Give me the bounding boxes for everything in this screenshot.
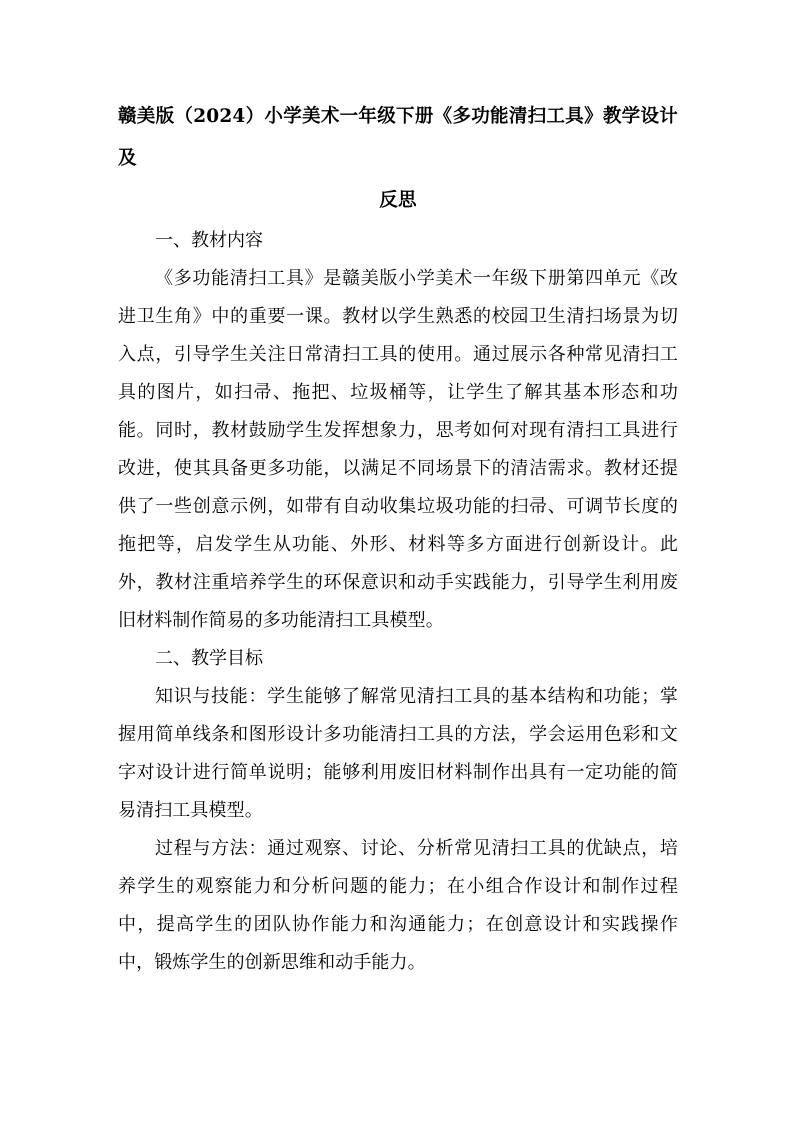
document-title-line-1: 赣美版（2024）小学美术一年级下册《多功能清扫工具》教学设计及 <box>118 106 678 169</box>
document-title-line-2: 反思 <box>379 190 417 211</box>
body-paragraph: 过程与方法：通过观察、讨论、分析常见清扫工具的优缺点，培养学生的观察能力和分析问题的能力；在小组合作设计和制作过程中，提高学生的团队协作能力和沟通能力；在创意设计和实践操作中，锻炼学生的创新思维和动手能力。 <box>118 838 678 973</box>
section-heading: 二、教学目标 <box>155 648 263 669</box>
document-page <box>118 96 678 982</box>
section-teaching-goals <box>118 640 678 982</box>
body-paragraph: 知识与技能：学生能够了解常见清扫工具的基本结构和功能；掌握用简单线条和图形设计多功能清扫工具的方法，学会运用色彩和文字对设计进行简单说明；能够利用废旧材料制作出具有一定功能的简易清扫工具模型。 <box>118 686 678 821</box>
document-title <box>118 96 678 222</box>
body-paragraph: 《多功能清扫工具》是赣美版小学美术一年级下册第四单元《改进卫生角》中的重要一课。教材以学生熟悉的校园卫生清扫场景为切入点，引导学生关注日常清扫工具的使用。通过展示各种常见清扫工具的图片，如扫帚、拖把、垃圾桶等，让学生了解其基本形态和功能。同时，教材鼓励学生发挥想象力，思考如何对现有清扫工具进行改进，使其具备更多功能，以满足不同场景下的清洁需求。教材还提供了一些创意示例，如带有自动收集垃圾功能的扫帚、可调节长度的拖把等，启发学生从功能、外形、材料等多方面进行创新设计。此外，教材注重培养学生的环保意识和动手实践能力，引导学生利用废旧材料制作简易的多功能清扫工具模型。 <box>118 268 678 631</box>
section-heading: 一、教材内容 <box>155 230 263 251</box>
section-textbook-content <box>118 222 678 640</box>
